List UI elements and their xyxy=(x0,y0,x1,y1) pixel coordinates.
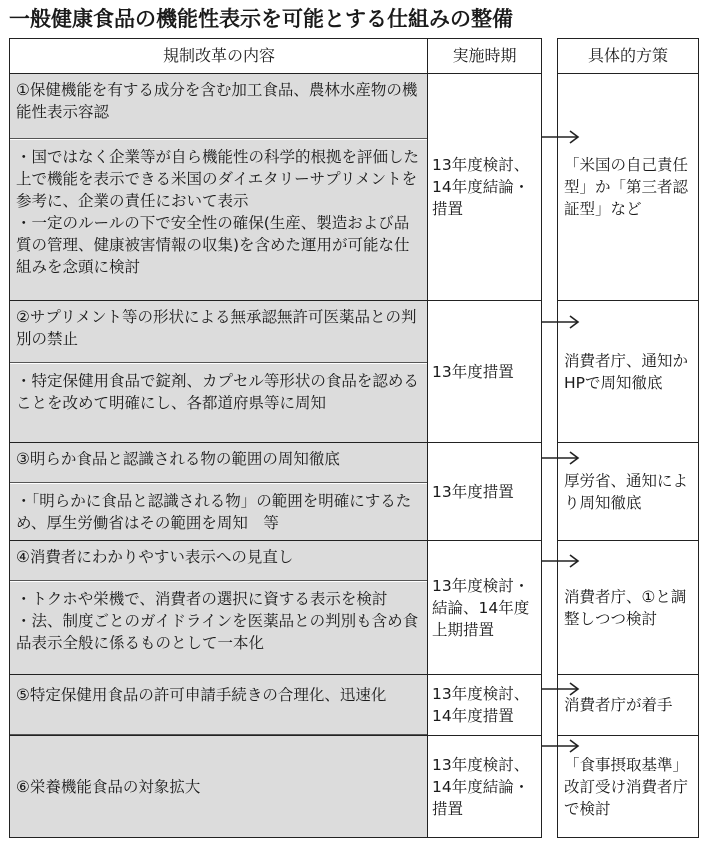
separator xyxy=(558,73,698,74)
row4-subject: ④消費者にわかりやすい表示への見直し xyxy=(10,541,428,581)
row4-timing: 13年度検討・結論、14年度上期措置 xyxy=(432,576,530,639)
arrow-right-icon xyxy=(541,451,581,465)
row3-timing: 13年度措置 xyxy=(432,482,514,501)
separator xyxy=(10,674,541,675)
row5-subject: ⑤特定保健用食品の許可申請手続きの合理化、迅速化 xyxy=(10,675,428,735)
header-timing: 実施時期 xyxy=(452,46,517,65)
row5-timing: 13年度検討、14年度措置 xyxy=(432,685,530,725)
row4-measure: 消費者庁、①と調整しつつ検討 xyxy=(564,587,687,628)
arrow-right-icon xyxy=(541,130,581,144)
row1-detail-2: ・一定のルールの下で安全性の確保(生産、製造および品質の管理、健康被害情報の収集)を含めた運用が可能な仕組みを念頭に検討 xyxy=(16,214,410,276)
separator xyxy=(10,73,541,74)
row4-detail-1: ・トクホや栄機で、消費者の選択に資する表示を検討 xyxy=(16,590,388,608)
row1-subject: ①保健機能を有する成分を含む加工食品、農林水産物の機能性表示容認 xyxy=(10,74,428,139)
separator xyxy=(558,735,698,736)
separator xyxy=(10,442,541,443)
separator xyxy=(558,674,698,675)
row3-measure: 厚労省、通知により周知徹底 xyxy=(564,471,689,512)
arrow-right-icon xyxy=(541,554,581,568)
separator xyxy=(558,442,698,443)
row1-timing: 13年度検討、14年度結論・措置 xyxy=(432,156,530,218)
row2-timing: 13年度措置 xyxy=(432,362,514,381)
row1-measure: 「米国の自己責任型」か「第三者認証型」など xyxy=(564,156,689,218)
separator xyxy=(558,300,698,301)
separator xyxy=(558,540,698,541)
arrow-right-icon xyxy=(541,682,581,696)
row4-detail-2: ・法、制度ごとのガイドラインを医薬品との判別も含め食品表示全般に係るものとして一本化 xyxy=(16,612,419,652)
divider-vertical xyxy=(427,39,428,837)
arrow-right-icon xyxy=(541,315,581,329)
header-measure: 具体的方策 xyxy=(587,46,668,65)
row3-subject: ③明らか食品と認識される物の範囲の周知徹底 xyxy=(10,443,428,483)
row5-measure: 消費者庁が着手 xyxy=(564,696,673,714)
row1-detail-1: ・国ではなく企業等が自ら機能性の科学的根拠を評価した上で機能を表示できる米国のダイエタリーサプリメントを参考に、企業の責任において表示 xyxy=(16,148,420,210)
row6-measure: 「食事摂取基準」改訂受け消費者庁で検討 xyxy=(564,755,689,818)
row2-measure: 消費者庁、通知かHPで周知徹底 xyxy=(564,351,689,392)
row3-details xyxy=(10,484,428,540)
header-content: 規制改革の内容 xyxy=(162,46,275,65)
row3-detail-1: ・「明らかに食品と認識される物」の範囲を明確にするため、厚生労働省はその範囲を周知 等 xyxy=(16,492,412,532)
row1-details xyxy=(10,140,428,300)
separator xyxy=(10,735,541,736)
arrow-right-icon xyxy=(541,739,581,753)
row2-detail-1: ・特定保健用食品で錠剤、カプセル等形状の食品を認めることを改めて明確にし、各都道府県等に周知 xyxy=(16,372,419,412)
separator xyxy=(10,300,541,301)
separator xyxy=(10,540,541,541)
row6-timing: 13年度検討、14年度結論・措置 xyxy=(432,755,530,818)
row4-details xyxy=(10,582,428,674)
row2-details xyxy=(10,364,428,442)
page-title: 一般健康食品の機能性表示を可能とする仕組みの整備 xyxy=(9,7,513,31)
row2-subject: ②サプリメント等の形状による無承認無許可医薬品との判別の禁止 xyxy=(10,301,428,363)
row6-subject: ⑥栄養機能食品の対象拡大 xyxy=(10,736,428,837)
